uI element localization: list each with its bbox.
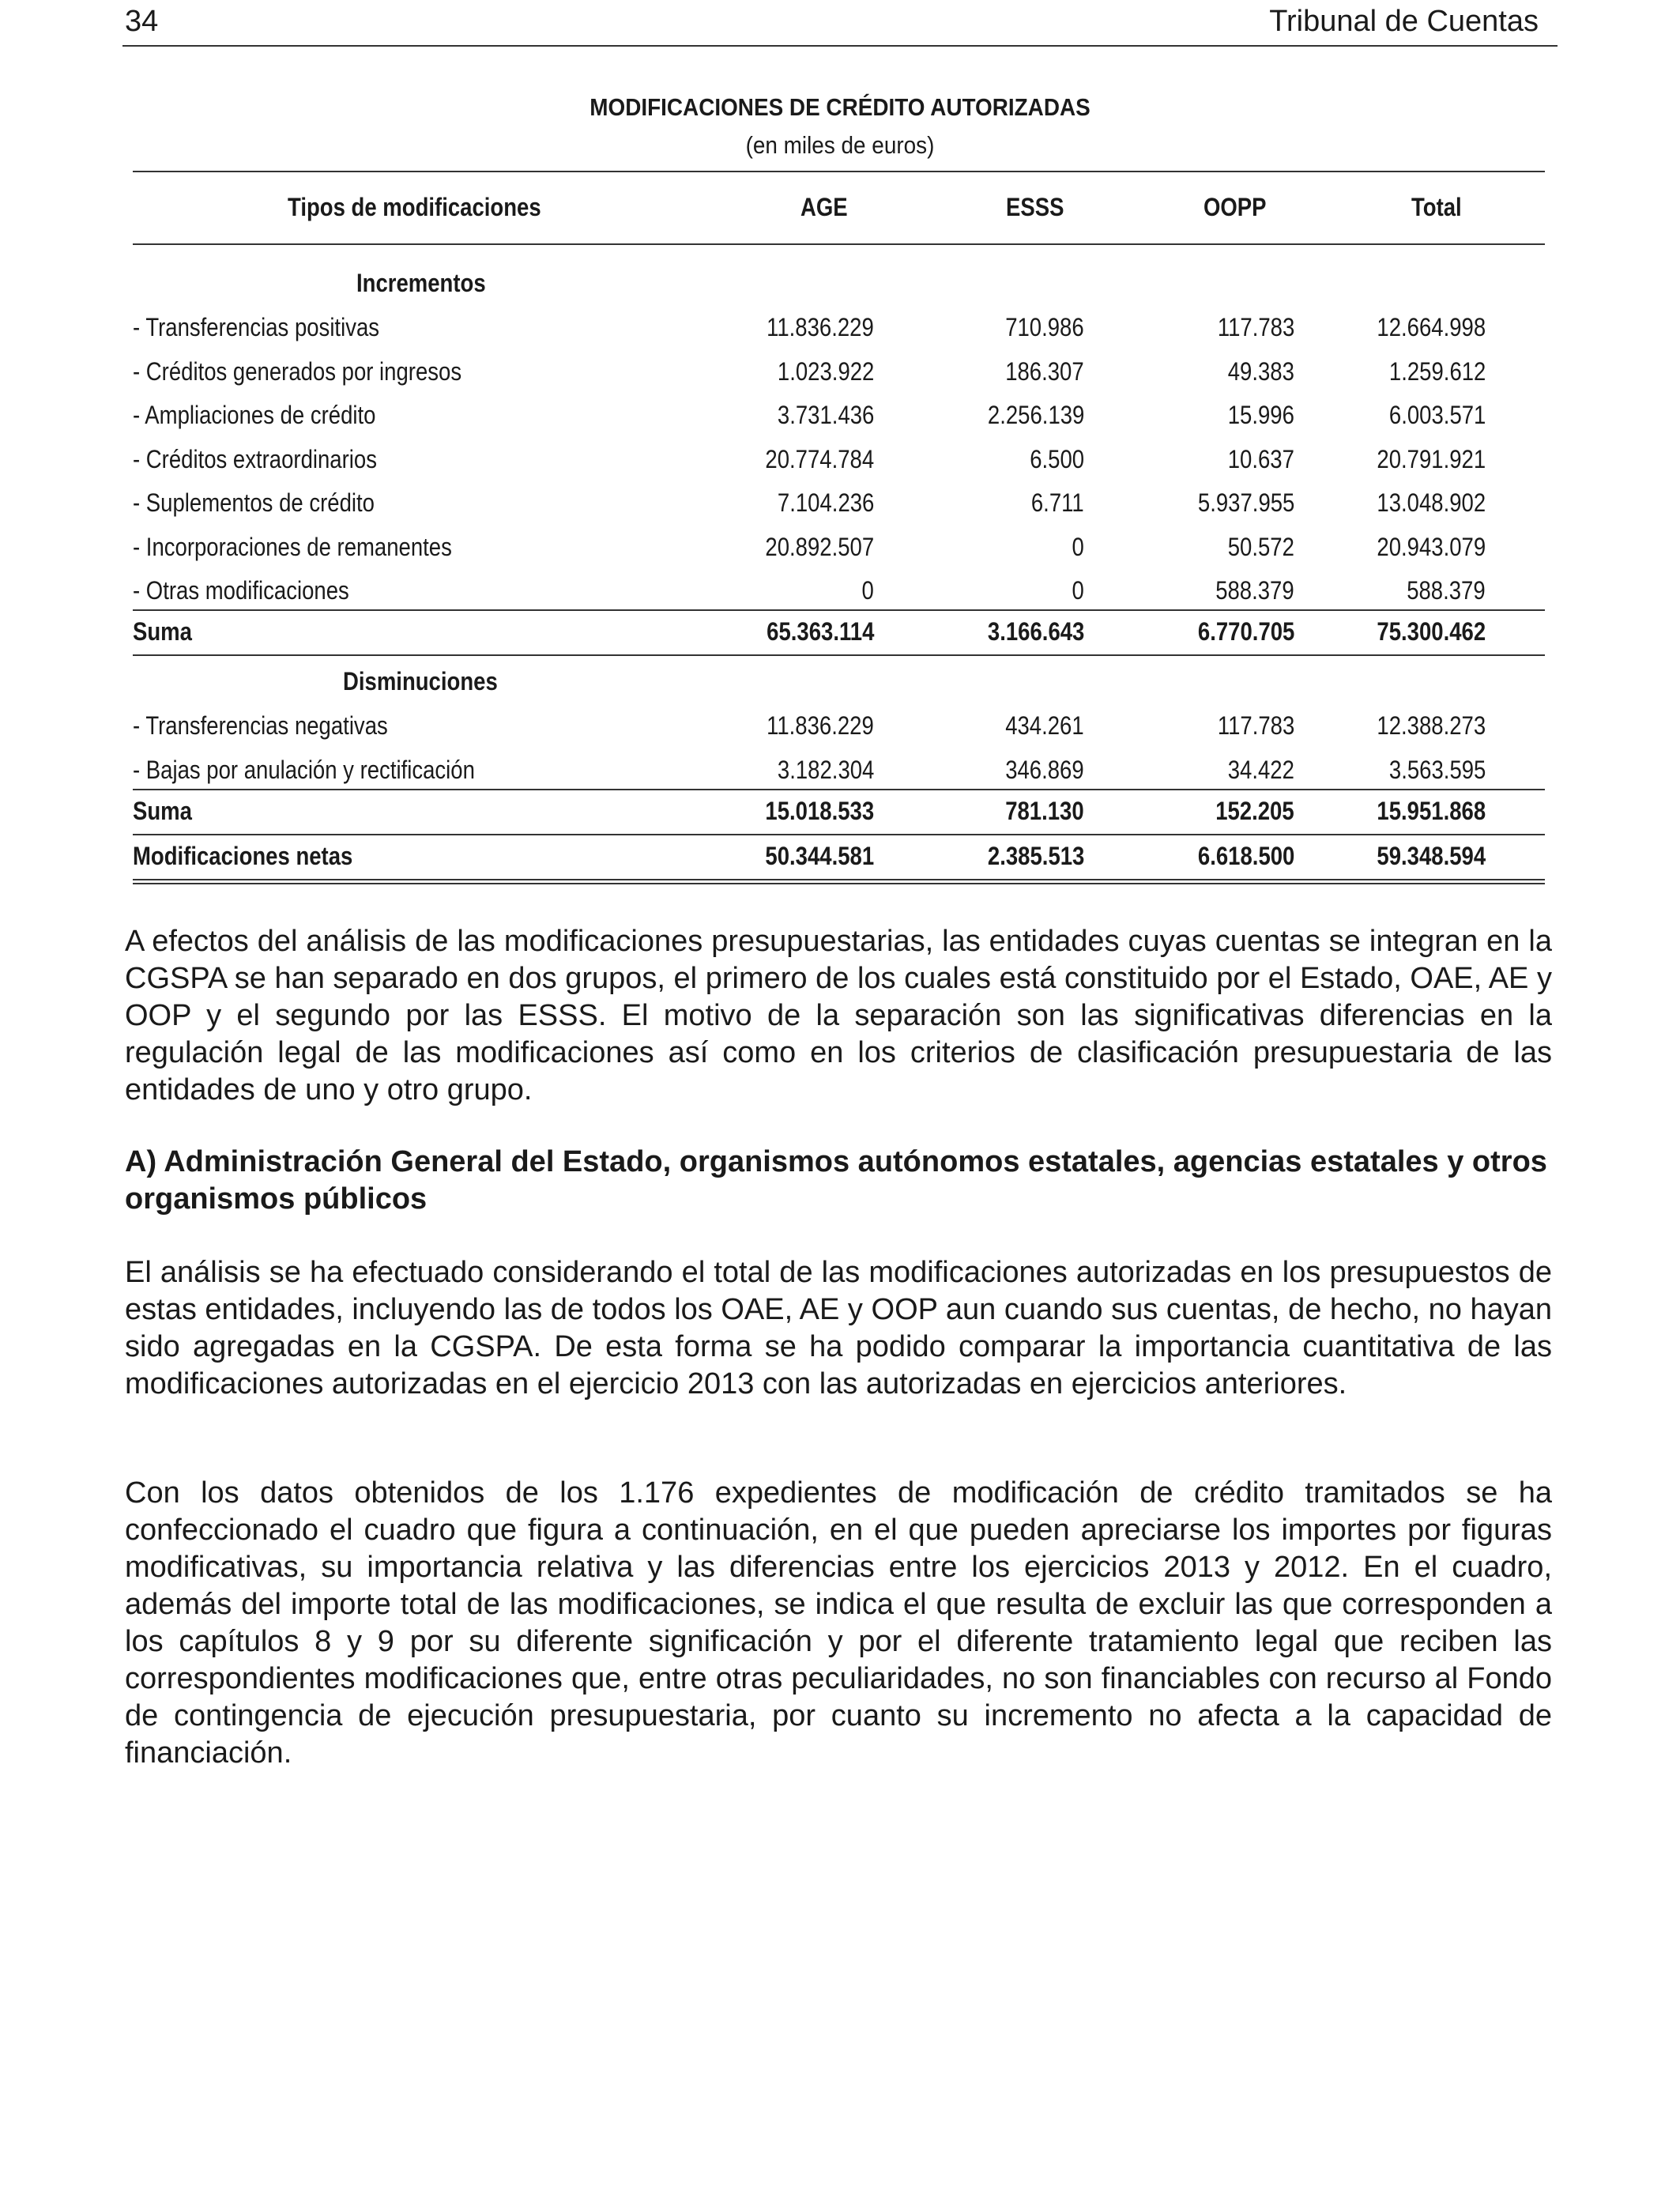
increments-sum-row: Suma 65.363.114 3.166.643 6.770.705 75.300.462 <box>133 617 1486 646</box>
sum-bottom-rule <box>133 834 1545 835</box>
col-header-total: Total <box>1411 193 1462 221</box>
table-title: MODIFICACIONES DE CRÉDITO AUTORIZADAS <box>590 93 1090 121</box>
decreases-sum-row: Suma 15.018.533 781.130 152.205 15.951.868 <box>133 797 1486 825</box>
table-row: - Suplementos de crédito 7.104.236 6.711 5.937.955 13.048.902 <box>133 488 1486 517</box>
table-subtitle: (en miles de euros) <box>745 131 935 159</box>
table-row: - Incorporaciones de remanentes 20.892.507 0 50.572 20.943.079 <box>133 533 1486 561</box>
sum-bottom-rule <box>133 654 1545 656</box>
sum-rule <box>133 609 1545 611</box>
sum-rule <box>133 789 1545 790</box>
page-number: 34 <box>125 5 159 38</box>
running-title: Tribunal de Cuentas <box>1269 5 1539 38</box>
table-bottom-rule <box>133 879 1545 880</box>
table-row: - Ampliaciones de crédito 3.731.436 2.256.139 15.996 6.003.571 <box>133 401 1486 429</box>
col-header-types: Tipos de modificaciones <box>288 193 541 221</box>
table-bottom-rule-double <box>133 883 1545 884</box>
table-header-row <box>133 193 1545 232</box>
table-row: - Transferencias positivas 11.836.229 710.986 117.783 12.664.998 <box>133 313 1486 341</box>
table-row: - Bajas por anulación y rectificación 3.182.304 346.869 34.422 3.563.595 <box>133 756 1486 784</box>
table-row: - Transferencias negativas 11.836.229 434.261 117.783 12.388.273 <box>133 711 1486 740</box>
col-header-oopp: OOPP <box>1203 193 1267 221</box>
page-header <box>122 0 1558 47</box>
net-modifications-row: Modificaciones netas 50.344.581 2.385.513 6.618.500 59.348.594 <box>133 842 1486 870</box>
table-header-rule <box>133 243 1545 245</box>
table-row: - Créditos generados por ingresos 1.023.922 186.307 49.383 1.259.612 <box>133 357 1486 386</box>
table-top-rule <box>133 171 1545 172</box>
section-decreases: Disminuciones <box>343 667 498 696</box>
table-row: - Créditos extraordinarios 20.774.784 6.500 10.637 20.791.921 <box>133 445 1486 473</box>
paragraph: Con los datos obtenidos de los 1.176 expedientes de modificación de crédito tramitados se ha confeccionado el cuadro que figura a continuación, en el que pueden apreciarse los importes por figuras modificativas, su importancia relativa y las diferencias entre los ejercicios 2013 y 2012. En el cuadro, además del importe total de las modificaciones, se indica el que resulta de excluir las que corresponden a los capítulos 8 y 9 por su diferente significación y por el diferente tratamiento legal que reciben las correspondientes modificaciones que, entre otras peculiaridades, no son financiables con recurso al Fondo de contingencia de ejecución presupuestaria, por cuanto su incremento no afecta a la capacidad de financiación. <box>125 1476 1552 1770</box>
section-increments: Incrementos <box>356 269 486 297</box>
col-header-esss: ESSS <box>1006 193 1064 221</box>
paragraph: El análisis se ha efectuado considerando el total de las modificaciones autorizadas en los presupuestos de estas entidades, incluyendo las de todos los OAE, AE y OOP aun cuando sus cuentas, de hecho, no hayan sido agregadas en la CGSPA. De esta forma se ha podido comparar la importancia cuantitativa de las modificaciones autorizadas en el ejercicio 2013 con las autorizadas en ejercicios anteriores. <box>125 1256 1552 1400</box>
col-header-age: AGE <box>800 193 848 221</box>
table-row: - Otras modificaciones 0 0 588.379 588.379 <box>133 576 1486 605</box>
paragraph: A efectos del análisis de las modificaciones presupuestarias, las entidades cuyas cuentas se integran en la CGSPA se han separado en dos grupos, el primero de los cuales está constituido por el Estado, OAE, AE y OOP y el segundo por las ESSS. El motivo de la separación son las significativas diferencias en la regulación legal de las modificaciones así como en los criterios de clasificación presupuestaria de las entidades de uno y otro grupo. <box>125 925 1552 1106</box>
section-heading: A) Administración General del Estado, organismos autónomos estatales, agencias estatales y otros organismos públicos <box>125 1145 1547 1216</box>
